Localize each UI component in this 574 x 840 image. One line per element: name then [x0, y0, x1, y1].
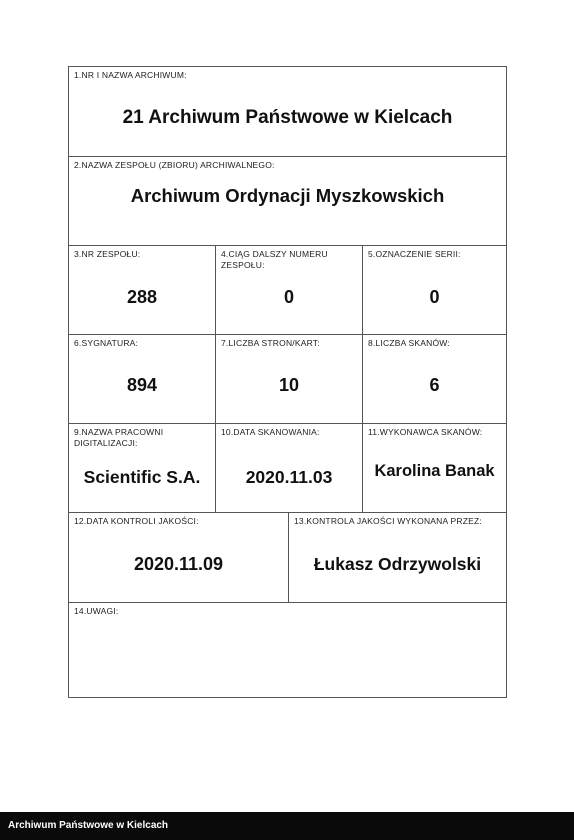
digitization-lab-value: Scientific S.A. [83, 467, 201, 487]
footer-text: Archiwum Państwowe w Kielcach [8, 820, 169, 831]
field-label: 12.DATA KONTROLI JAKOŚCI: [74, 516, 199, 526]
field-digitization-lab [69, 424, 215, 512]
field-label: 9.NAZWA PRACOWNI DIGITALIZACJI: [74, 427, 164, 448]
scan-operator-value: Karolina Banak [374, 462, 495, 480]
field-label: 14.UWAGI: [74, 606, 119, 616]
field-scan-count [362, 335, 506, 423]
page-count-value: 10 [278, 375, 300, 395]
field-fonds-continuation [215, 246, 362, 334]
field-label: 6.SYGNATURA: [74, 338, 139, 348]
field-label: 10.DATA SKANOWANIA: [221, 427, 320, 437]
fonds-name-value: Archiwum Ordynacji Myszkowskich [130, 185, 445, 206]
row-remarks [69, 603, 506, 697]
row-digitization [69, 424, 506, 513]
field-label: 5.OZNACZENIE SERII: [368, 249, 461, 259]
field-label: 2.NAZWA ZESPOŁU (ZBIORU) ARCHIWALNEGO: [74, 160, 275, 170]
row-fonds-name [69, 157, 506, 246]
field-fonds-number [69, 246, 215, 334]
field-label: 4.CIĄG DALSZY NUMERU ZESPOŁU: [221, 249, 328, 270]
field-qc-date [69, 513, 288, 602]
footer-bar [0, 812, 574, 840]
field-page-count [215, 335, 362, 423]
qc-date-value: 2020.11.09 [133, 554, 224, 574]
scan-date-value: 2020.11.03 [245, 467, 333, 487]
series-value: 0 [429, 287, 440, 307]
field-label: 1.NR I NAZWA ARCHIWUM: [74, 70, 187, 80]
field-scan-date [215, 424, 362, 512]
field-archive [69, 67, 506, 156]
qc-person-value: Łukasz Odrzywolski [313, 554, 482, 574]
field-signature [69, 335, 215, 423]
fonds-continuation-value: 0 [283, 287, 294, 307]
fonds-number-value: 288 [126, 287, 158, 307]
scan-metadata-form [68, 66, 507, 698]
field-label: 7.LICZBA STRON/KART: [221, 338, 320, 348]
field-series [362, 246, 506, 334]
field-scan-operator [362, 424, 506, 512]
row-quality-control [69, 513, 506, 603]
scan-count-value: 6 [429, 375, 440, 395]
field-label: 11.WYKONAWCA SKANÓW: [368, 427, 483, 437]
archive-name-value: 21 Archiwum Państwowe w Kielcach [122, 107, 453, 128]
field-label: 8.LICZBA SKANÓW: [368, 338, 450, 348]
field-fonds-name [69, 157, 506, 245]
signature-value: 894 [126, 375, 158, 395]
field-label: 3.NR ZESPOŁU: [74, 249, 141, 259]
row-fonds-numbers [69, 246, 506, 335]
field-qc-person [288, 513, 506, 602]
field-label: 13.KONTROLA JAKOŚCI WYKONANA PRZEZ: [294, 516, 482, 526]
field-remarks [69, 603, 506, 697]
row-signature [69, 335, 506, 424]
row-archive [69, 67, 506, 157]
